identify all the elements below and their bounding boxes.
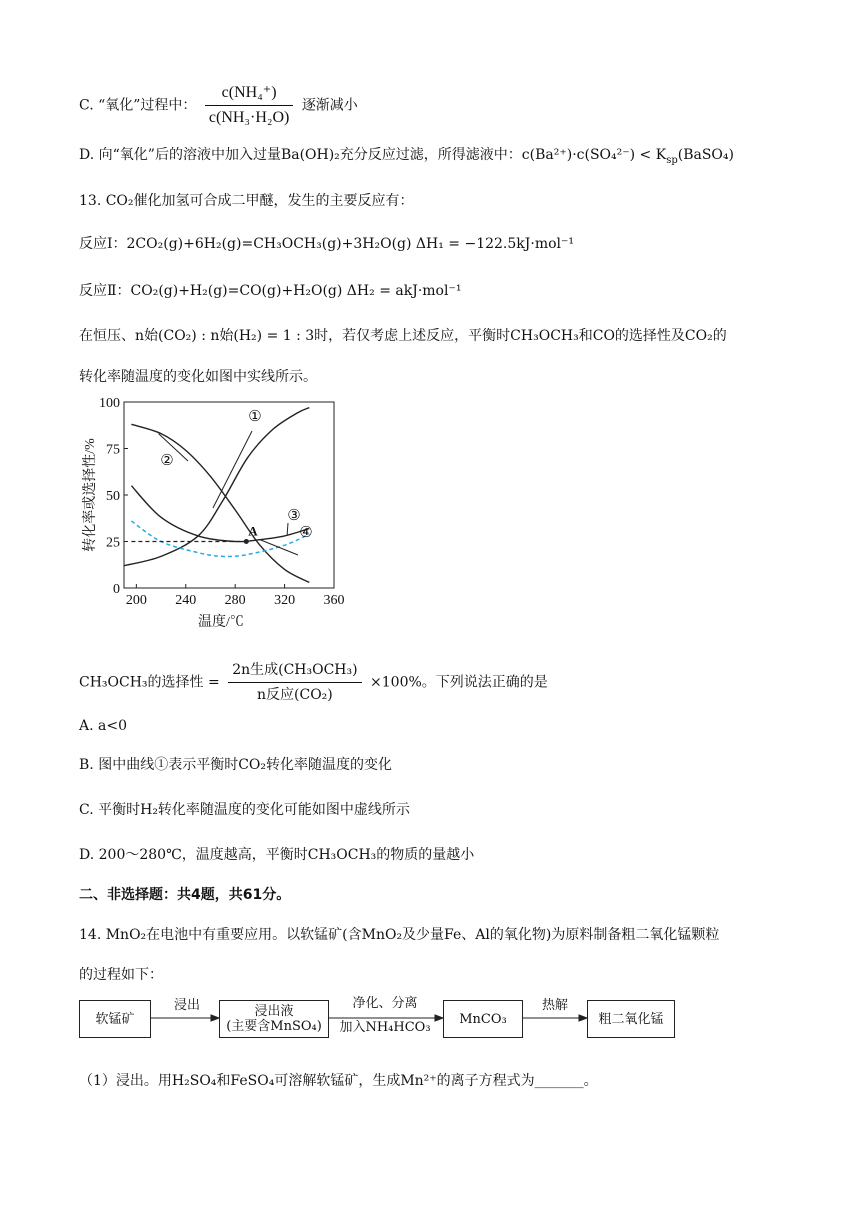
x-tick-label: 280 [224,593,246,608]
option-d-end: (BaSO₄) [677,147,734,163]
y-axis-label: 转化率或选择性/% [83,438,98,552]
option-c-suffix: 逐渐减小 [301,97,358,114]
q13-stem: 13. CO₂催化加氢可合成二甲醚，发生的主要反应有： [79,193,414,209]
x-tick-label: 320 [274,593,296,608]
y-tick-label: 0 [113,582,120,597]
flow-box-leachate-line2: (主要含MnSO₄) [226,1019,322,1034]
option-c-prefix: C. “氧化”过程中： [79,97,197,114]
flow-box-product: 粗二氧化锰 [587,1000,675,1038]
conversion-selectivity-chart [74,392,354,634]
option-d-ksp-sub: sp [666,154,678,166]
curve-label-4: ④ [299,525,313,541]
flow-arrow-2-bottom-label: 加入NH₄HCO₃ [339,1020,431,1035]
selectivity-numerator: 2n生成(CH₃OCH₃) [228,660,361,683]
option-c-fraction [205,83,293,128]
option-13-b: B. 图中曲线①表示平衡时CO₂转化率随温度的变化 [79,757,392,773]
condition-line: 在恒压、n始(CO₂) : n始(H₂) = 1 : 3时，若仅考虑上述反应，平衡时CH₃OCH₃和CO的选择性及CO₂的 [79,328,727,344]
curve-label-2: ② [160,453,174,469]
option-13-c: C. 平衡时H₂转化率随温度的变化可能如图中虚线所示 [79,802,410,818]
selectivity-denominator: n反应(CO₂) [257,687,333,703]
series-dashed-curve [131,521,309,556]
option-c-denominator: c(NH₃·H₂O) [208,109,290,126]
y-tick-label: 100 [99,396,120,411]
flow-box-ore: 软锰矿 [79,1000,151,1038]
leader-line [213,431,252,508]
option-d-text: D. 向“氧化”后的溶液中加入过量Ba(OH)₂充分反应过滤，所得滤液中：c(Ba²⁺)·c(SO₄²⁻) < K [79,147,667,163]
point-a-marker [244,539,249,544]
reaction-2: 反应Ⅱ：CO₂(g)+H₂(g)=CO(g)+H₂O(g) ΔH₂ = akJ·mol⁻¹ [79,283,462,299]
y-tick-label: 75 [106,442,120,458]
x-axis-label: 温度/℃ [198,615,244,630]
q14-stem-2: 的过程如下： [79,967,163,983]
option-c-numerator: c(NH₄⁺) [205,83,293,106]
option-c [79,83,358,128]
x-tick-label: 240 [175,593,197,608]
flow-arrows [79,996,679,1046]
flow-box-mnco3: MnCO₃ [443,1000,523,1038]
selectivity-suffix: ×100%。下列说法正确的是 [370,674,548,691]
x-tick-label: 200 [125,593,147,608]
q14-stem: 14. MnO₂在电池中有重要应用。以软锰矿(含MnO₂及少量Fe、Al的氧化物)为原料制备粗二氧化锰颗粒 [79,927,720,943]
process-flow-diagram [79,996,679,1046]
point-a-label: A [248,523,258,539]
option-13-a: A. a<0 [79,718,127,734]
flow-box-leachate-line1: 浸出液 [254,1004,294,1019]
section-2-title: 二、非选择题：共4题，共61分。 [79,887,291,903]
option-d [79,145,734,165]
curve-label-1: ① [248,409,262,425]
chart-frame [124,402,334,588]
condition-line-2: 转化率随温度的变化如图中实线所示。 [79,369,317,385]
selectivity-formula [79,660,548,705]
flow-arrow-2-top-label: 净化、分离 [352,996,418,1011]
curve-label-3: ③ [287,508,301,524]
x-tick-label: 360 [323,593,345,608]
y-tick-label: 25 [106,535,120,551]
leader-line [287,523,288,536]
q14-part-1: （1）浸出。用H₂SO₄和FeSO₄可溶解软锰矿，生成Mn²⁺的离子方程式为_______。 [79,1073,598,1089]
reaction-1: 反应Ⅰ：2CO₂(g)+6H₂(g)=CH₃OCH₃(g)+3H₂O(g) ΔH₁ = −122.5kJ·mol⁻¹ [79,236,575,252]
y-tick-label: 50 [106,489,120,504]
selectivity-prefix: CH₃OCH₃的选择性 = [79,674,220,691]
selectivity-fraction [228,660,361,705]
flow-arrow-1-label: 浸出 [173,998,200,1013]
flow-arrow-3-label: 热解 [541,998,568,1013]
option-13-d: D. 200～280℃，温度越高，平衡时CH₃OCH₃的物质的量越小 [79,847,475,863]
